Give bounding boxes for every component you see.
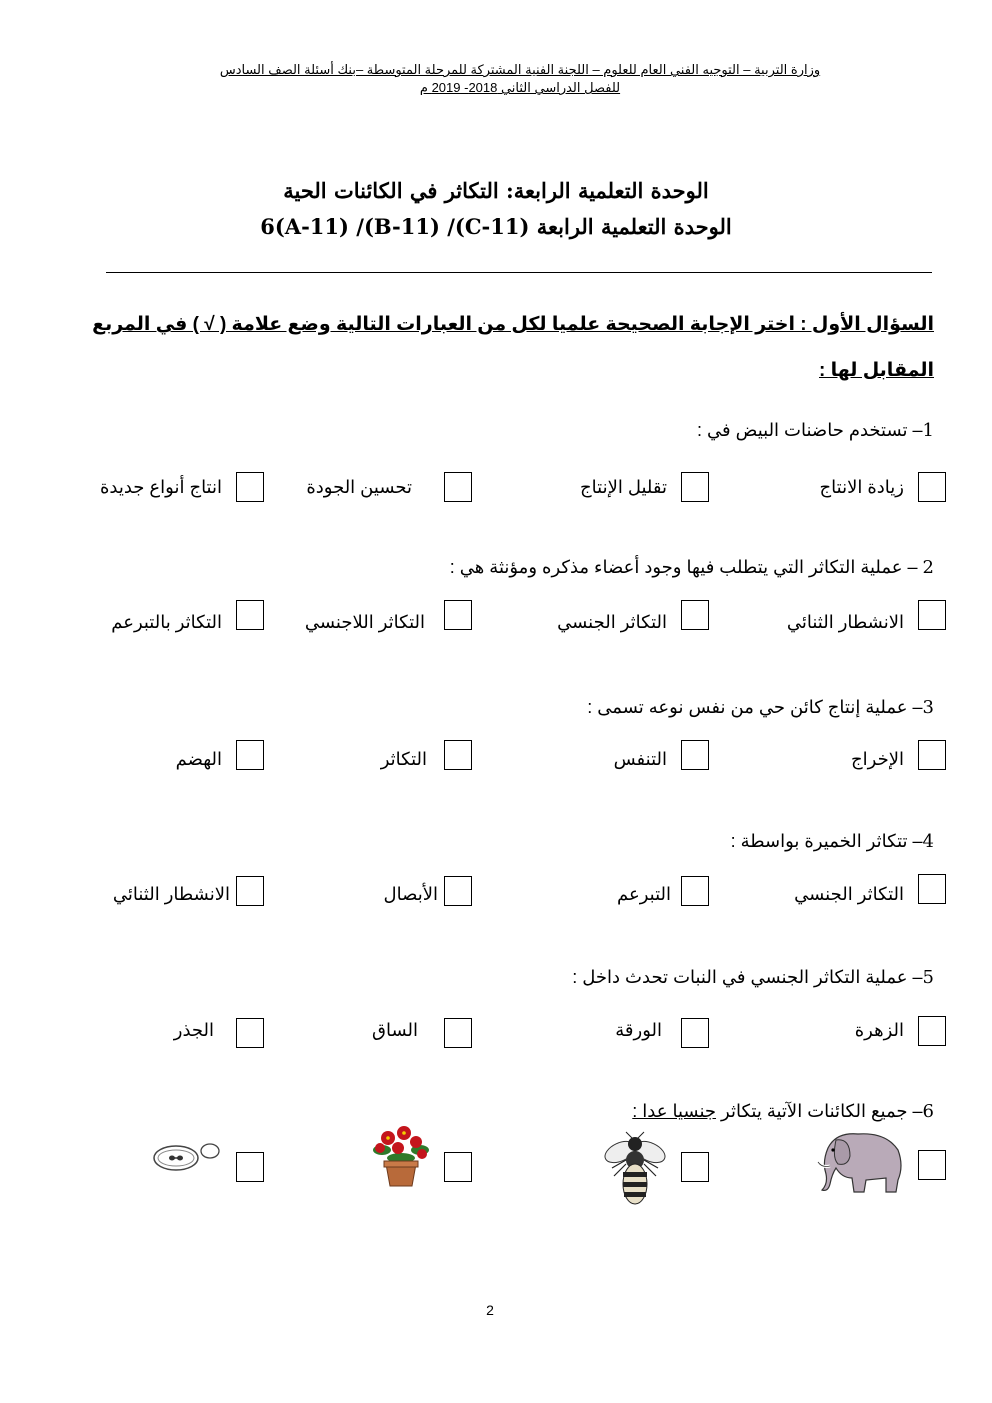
option-label: التكاثر الجنسي xyxy=(557,612,667,632)
checkbox-q4-d[interactable] xyxy=(236,876,264,906)
checkbox-q1-d[interactable] xyxy=(236,472,264,502)
question-instructions: السؤال الأول : اختر الإجابة الصحيحة علميا لكل من العبارات التالية وضع علامة ( √ ) في المربع xyxy=(92,314,934,335)
question-text: عملية إنتاج كائن حي من نفس نوعه تسمى : xyxy=(587,697,908,717)
unit-code-title: الوحدة التعلمية الرابعة (C-11)/ (B-11)/ (A-11)6 xyxy=(260,214,732,239)
question-text: عملية التكاثر التي يتطلب فيها وجود أعضاء مذكره ومؤنثة هي : xyxy=(449,557,903,577)
question-1: 1– تستخدم حاضنات البيض في : xyxy=(697,420,934,441)
option-label: الورقة xyxy=(615,1020,662,1040)
bee-image xyxy=(600,1130,670,1210)
option-label: الانشطار الثنائي xyxy=(112,884,230,904)
option-label: تقليل الإنتاج xyxy=(580,477,667,497)
question-number: 2 xyxy=(922,557,934,578)
checkbox-q4-b[interactable] xyxy=(681,876,709,906)
question-text-underlined: جنسيا عدا : xyxy=(632,1101,717,1121)
option-label: تحسين الجودة xyxy=(306,477,412,497)
checkbox-q5-c[interactable] xyxy=(444,1018,472,1048)
option-label: التكاثر بالتبرعم xyxy=(111,612,222,632)
option-label: التكاثر اللاجنسي xyxy=(304,612,425,632)
unit-title: الوحدة التعلمية الرابعة: التكاثر في الكائنات الحية xyxy=(283,178,709,203)
checkbox-q5-b[interactable] xyxy=(681,1018,709,1048)
option-label: الانشطار الثنائي xyxy=(786,612,904,632)
question-5: 5– عملية التكاثر الجنسي في النبات تحدث داخل : xyxy=(572,967,934,988)
question-number: 5 xyxy=(922,967,934,988)
checkbox-q2-d[interactable] xyxy=(236,600,264,630)
checkbox-q6-c[interactable] xyxy=(444,1152,472,1182)
checkbox-q5-a[interactable] xyxy=(918,1016,946,1046)
question-number: 4 xyxy=(922,831,934,852)
checkbox-q1-b[interactable] xyxy=(681,472,709,502)
checkbox-q3-a[interactable] xyxy=(918,740,946,770)
checkbox-q2-b[interactable] xyxy=(681,600,709,630)
checkbox-q6-a[interactable] xyxy=(918,1150,946,1180)
question-text: تستخدم حاضنات البيض في : xyxy=(697,420,908,440)
option-label: التكاثر xyxy=(380,749,427,769)
elephant-image xyxy=(806,1126,906,1198)
question-text: تتكاثر الخميرة بواسطة : xyxy=(730,831,908,851)
checkbox-q6-b[interactable] xyxy=(681,1152,709,1182)
bacterium-image xyxy=(150,1140,222,1176)
option-label: الأبصال xyxy=(383,884,438,904)
question-number: 3 xyxy=(922,697,934,718)
option-label: الساق xyxy=(372,1020,418,1040)
option-label: التكاثر الجنسي xyxy=(794,884,904,904)
page-number: 2 xyxy=(486,1302,494,1318)
flowering-plant-image xyxy=(368,1124,434,1188)
checkbox-q2-c[interactable] xyxy=(444,600,472,630)
option-label: انتاج أنواع جديدة xyxy=(99,477,222,497)
question-instructions-cont: المقابل لها : xyxy=(819,360,934,381)
question-2: 2 – عملية التكاثر التي يتطلب فيها وجود أعضاء مذكره ومؤنثة هي : xyxy=(449,557,934,578)
option-label: الجذر xyxy=(173,1020,214,1040)
question-text: عملية التكاثر الجنسي في النبات تحدث داخل : xyxy=(572,967,908,987)
checkbox-q4-a[interactable] xyxy=(918,874,946,904)
question-number: 6 xyxy=(922,1101,934,1122)
question-3: 3– عملية إنتاج كائن حي من نفس نوعه تسمى : xyxy=(587,697,934,718)
checkbox-q3-d[interactable] xyxy=(236,740,264,770)
option-label: التبرعم xyxy=(617,884,671,904)
question-6: 6– جميع الكائنات الآتية يتكاثر جنسيا عدا : xyxy=(632,1101,934,1122)
checkbox-q6-d[interactable] xyxy=(236,1152,264,1182)
option-label: الإخراج xyxy=(851,749,904,769)
title-divider xyxy=(106,272,932,273)
checkbox-q2-a[interactable] xyxy=(918,600,946,630)
checkbox-q4-c[interactable] xyxy=(444,876,472,906)
checkbox-q3-c[interactable] xyxy=(444,740,472,770)
checkbox-q3-b[interactable] xyxy=(681,740,709,770)
checkbox-q1-a[interactable] xyxy=(918,472,946,502)
option-label: الهضم xyxy=(175,749,222,769)
header-ministry-line: وزارة التربية – التوجيه الفني العام للعلوم – اللجنة الفنية المشتركة للمرحلة المتوسطة –بنك أسئلة الصف السادس xyxy=(219,62,821,77)
checkbox-q5-d[interactable] xyxy=(236,1018,264,1048)
question-text: جميع الكائنات الآتية يتكاثر xyxy=(721,1101,908,1121)
checkbox-q1-c[interactable] xyxy=(444,472,472,502)
header-term-line: للفصل الدراسي الثاني 2018- 2019 م xyxy=(419,80,621,95)
option-label: الزهرة xyxy=(854,1020,904,1040)
option-label: التنفس xyxy=(613,749,667,769)
option-label: زيادة الانتاج xyxy=(819,477,904,497)
question-number: 1 xyxy=(922,420,934,441)
question-4: 4– تتكاثر الخميرة بواسطة : xyxy=(730,831,934,852)
